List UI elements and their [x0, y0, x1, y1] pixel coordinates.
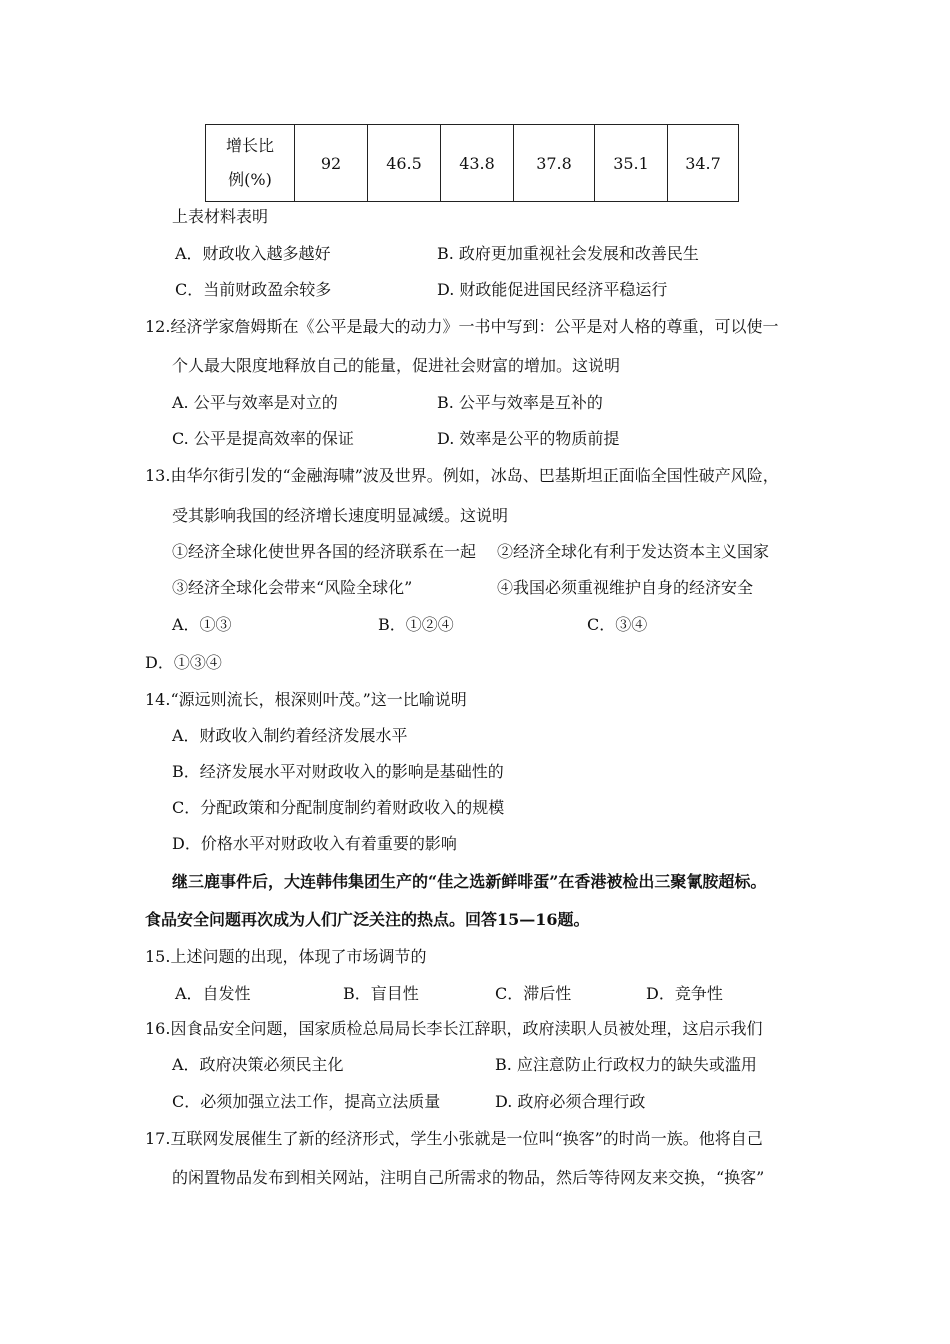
q12-stem-line-2: 个人最大限度地释放自己的能量，促进社会财富的增加。这说明 [172, 356, 621, 375]
table-row [206, 125, 739, 202]
table-cell: 37.8 [514, 125, 595, 202]
table-header-line-2: 例(%) [228, 170, 272, 189]
q15-option-c: C．滞后性 [495, 984, 572, 1003]
q13-statement-4: ④我国必须重视维护自身的经济安全 [497, 578, 754, 597]
table-cell: 92 [295, 125, 368, 202]
q13-statement-1: ①经济全球化使世界各国的经济联系在一起 [172, 542, 477, 561]
q11-option-a: A．财政收入越多越好 [175, 244, 331, 263]
q14-option-c: C．分配政策和分配制度制约着财政收入的规模 [172, 798, 505, 817]
q13-statement-3: ③经济全球化会带来“风险全球化” [172, 578, 413, 597]
table-cell: 46.5 [368, 125, 441, 202]
passage-line-2: 食品安全问题再次成为人们广泛关注的热点。回答15—16题。 [145, 910, 590, 929]
q15-stem: 15.上述问题的出现，体现了市场调节的 [145, 947, 427, 966]
table-header-cell [206, 125, 295, 202]
q14-stem: 14.“源远则流长，根深则叶茂。”这一比喻说明 [145, 690, 467, 709]
q11-option-c: C．当前财政盈余较多 [175, 280, 332, 299]
growth-ratio-table [205, 124, 739, 202]
q14-option-d: D．价格水平对财政收入有着重要的影响 [172, 834, 457, 853]
q12-option-d: D. 效率是公平的物质前提 [437, 429, 620, 448]
q15-option-b: B．盲目性 [343, 984, 419, 1003]
q16-option-b: B. 应注意防止行政权力的缺失或滥用 [495, 1055, 757, 1074]
q13-stem-line-2: 受其影响我国的经济增长速度明显减缓。这说明 [172, 506, 509, 525]
q13-option-c: C．③④ [587, 615, 648, 634]
q13-option-b: B．①②④ [378, 615, 454, 634]
q13-statement-2: ②经济全球化有利于发达资本主义国家 [497, 542, 770, 561]
q16-option-c: C．必须加强立法工作，提高立法质量 [172, 1092, 441, 1111]
q11-option-b: B. 政府更加重视社会发展和改善民生 [437, 244, 699, 263]
q13-option-a: A．①③ [172, 615, 232, 634]
table-cell: 43.8 [441, 125, 514, 202]
q15-option-d: D．竞争性 [646, 984, 723, 1003]
q16-option-a: A．政府决策必须民主化 [172, 1055, 344, 1074]
q17-stem-line-1: 17.互联网发展催生了新的经济形式，学生小张就是一位叫“换客”的时尚一族。他将自己 [145, 1129, 763, 1148]
q12-option-a: A. 公平与效率是对立的 [172, 393, 338, 412]
table-header-line-1: 增长比 [225, 136, 274, 155]
q12-option-c: C. 公平是提高效率的保证 [172, 429, 354, 448]
q16-option-d: D. 政府必须合理行政 [495, 1092, 646, 1111]
q12-option-b: B. 公平与效率是互补的 [437, 393, 603, 412]
q14-option-b: B．经济发展水平对财政收入的影响是基础性的 [172, 762, 504, 781]
q17-stem-line-2: 的闲置物品发布到相关网站，注明自己所需求的物品，然后等待网友来交换，“换客” [172, 1168, 765, 1187]
passage-line-1: 继三鹿事件后，大连韩伟集团生产的“佳之选新鲜啡蛋”在香港被检出三聚氰胺超标。 [172, 872, 767, 891]
q16-stem: 16.因食品安全问题，国家质检总局局长李长江辞职，政府渎职人员被处理，这启示我们 [145, 1019, 763, 1038]
table-cell: 35.1 [595, 125, 668, 202]
q11-stem: 上表材料表明 [172, 207, 269, 226]
table-cell: 34.7 [668, 125, 739, 202]
q13-stem-line-1: 13.由华尔街引发的“金融海啸”波及世界。例如，冰岛、巴基斯坦正面临全国性破产风险， [145, 466, 779, 485]
q11-option-d: D. 财政能促进国民经济平稳运行 [437, 280, 668, 299]
q15-option-a: A．自发性 [175, 984, 251, 1003]
q14-option-a: A．财政收入制约着经济发展水平 [172, 726, 408, 745]
q12-stem-line-1: 12.经济学家詹姆斯在《公平是最大的动力》一书中写到：公平是对人格的尊重，可以使一 [145, 317, 779, 336]
q13-option-d: D．①③④ [145, 653, 222, 672]
